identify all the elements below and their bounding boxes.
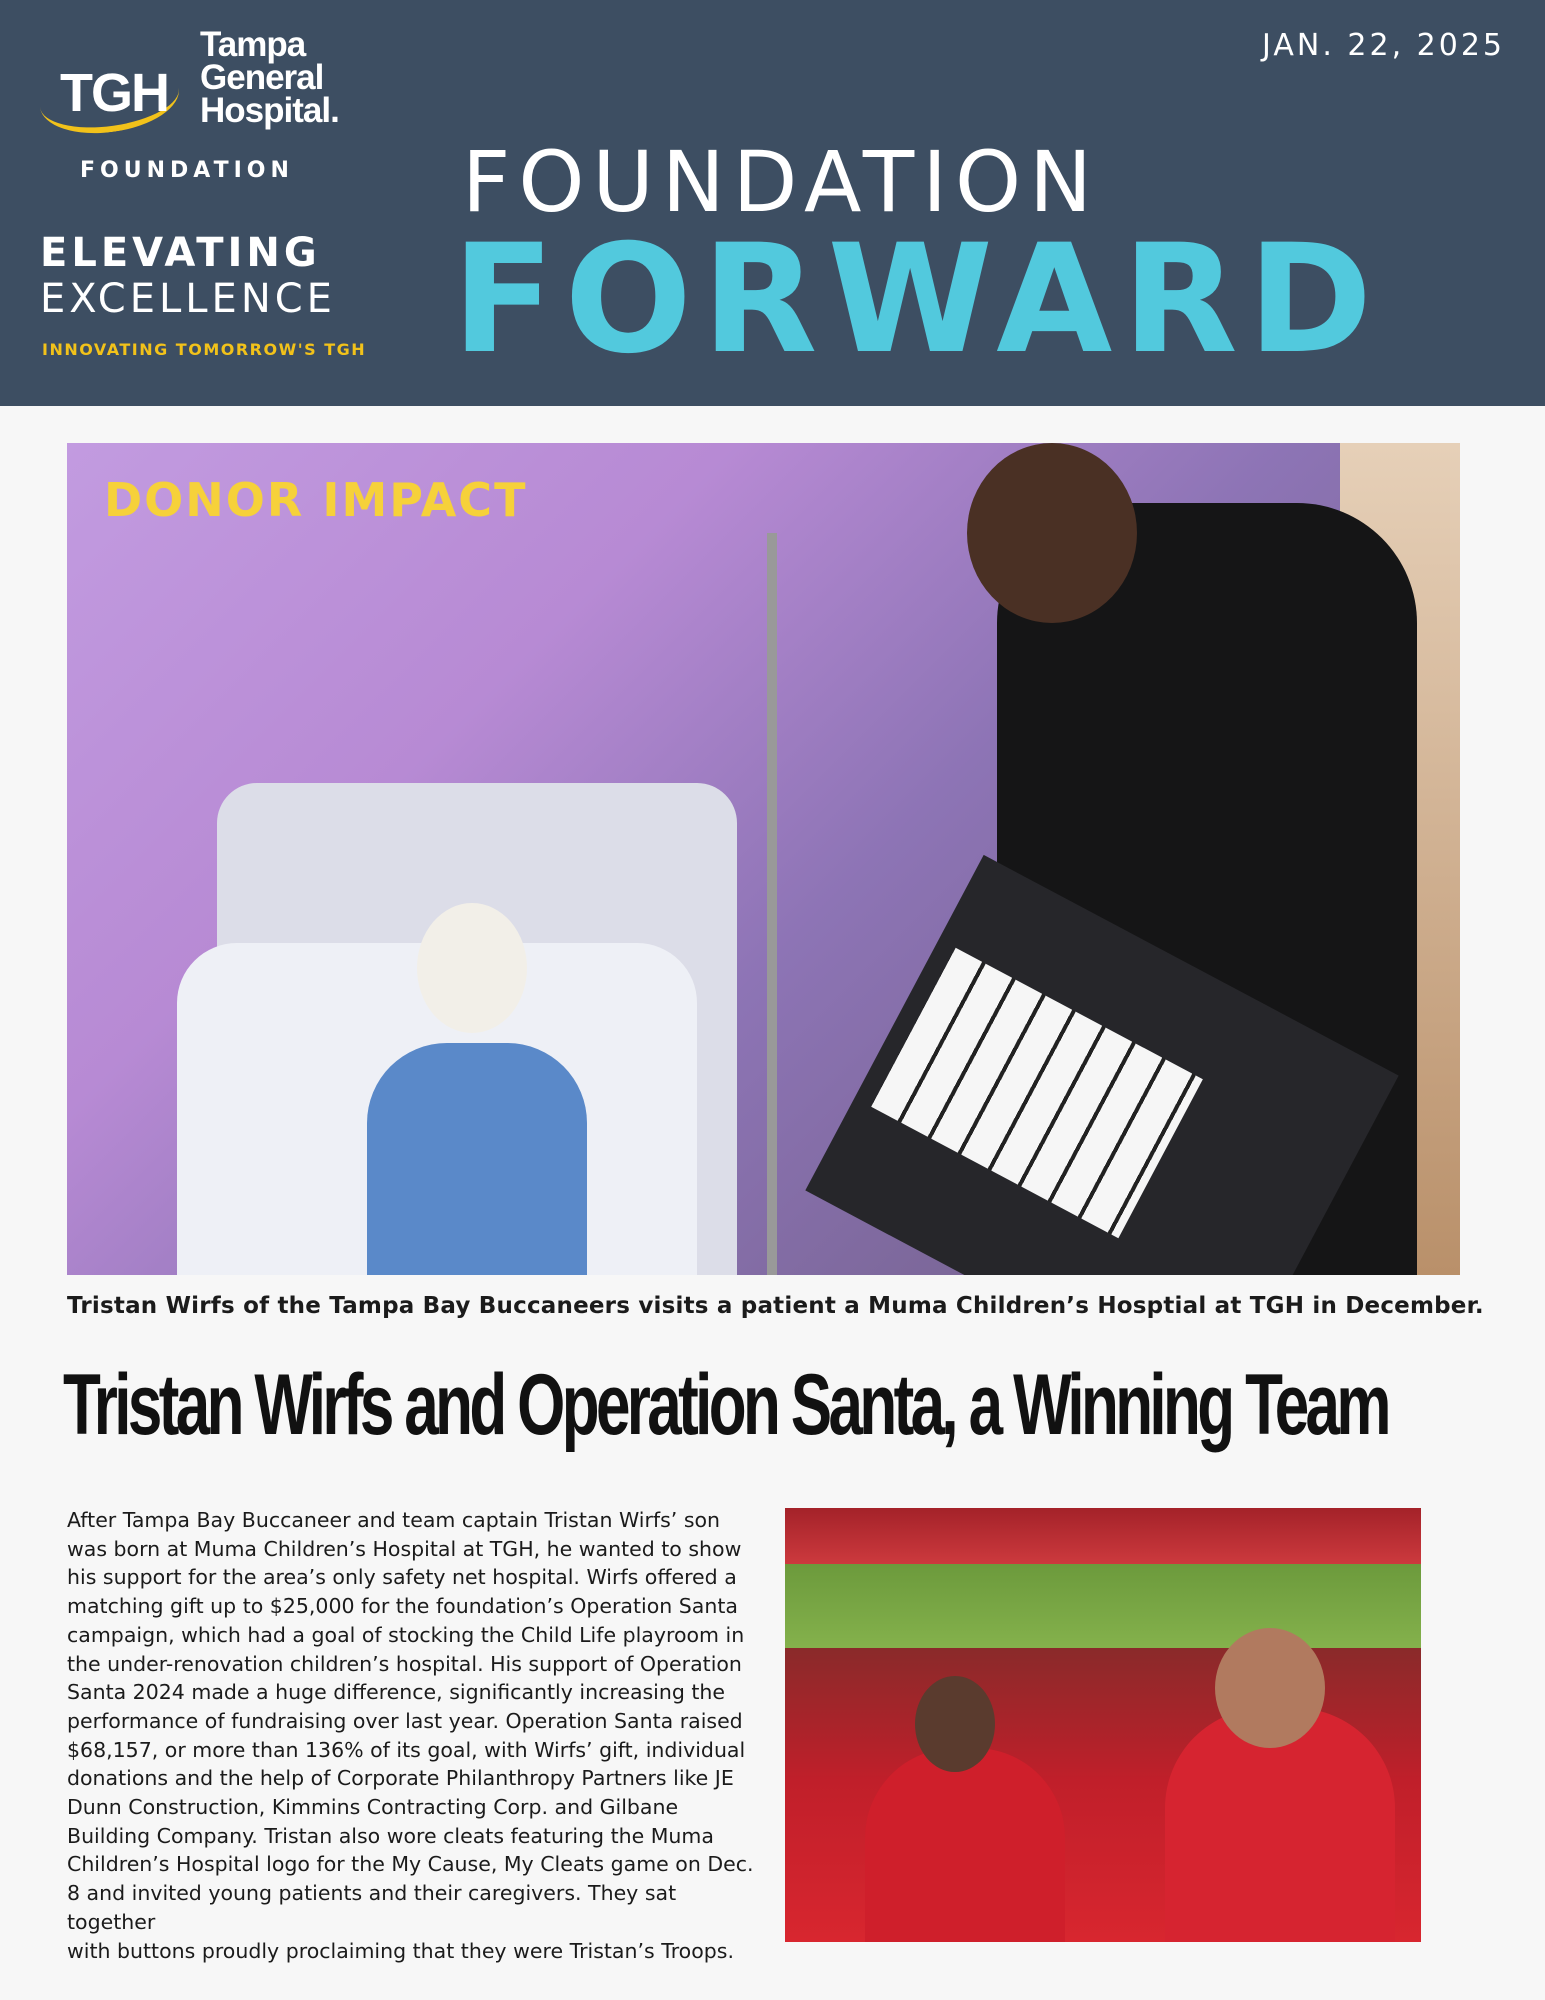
tgh-logo <box>40 25 370 138</box>
tgh-logo-mark <box>40 44 190 124</box>
photo-caption: Tristan Wirfs of the Tampa Bay Buccaneers visits a patient a Muma Children’s Hosptial at TGH in December. <box>67 1293 1484 1319</box>
stadium-photo <box>785 1508 1421 1942</box>
football-field <box>785 1564 1421 1654</box>
child-fan <box>865 1748 1065 1942</box>
body-line: Children’s Hospital logo for the My Cause, My Cleats game on Dec. <box>67 1852 754 1877</box>
adult-fan-head <box>1215 1628 1325 1748</box>
body-line: donations and the help of Corporate Philanthropy Partners like JE <box>67 1766 734 1791</box>
issue-date: JAN. 22, 2025 <box>1262 28 1505 63</box>
body-line: with buttons proudly proclaiming that they were Tristan’s Troops. <box>67 1938 734 1963</box>
body-line: 8 and invited young patients and their caregivers. They sat together <box>67 1881 677 1934</box>
body-line: campaign, which had a goal of stocking the Child Life playroom in <box>67 1622 745 1647</box>
newsletter-title-line-2: FORWARD <box>452 213 1383 387</box>
logo-mark-text: TGH <box>60 63 168 123</box>
logo-name-line: Hospital. <box>200 91 339 130</box>
stadium-stands <box>785 1508 1421 1568</box>
campaign-line-2: EXCELLENCE <box>40 276 336 322</box>
body-line: was born at Muma Children’s Hospital at TGH, he wanted to show <box>67 1536 742 1561</box>
body-line: After Tampa Bay Buccaneer and team captain Tristan Wirfs’ son <box>67 1508 721 1532</box>
newsletter-title-line-1: FOUNDATION <box>462 133 1100 231</box>
patient-figure <box>367 1043 587 1275</box>
logo-hospital-name <box>200 25 339 130</box>
child-fan-head <box>915 1676 995 1772</box>
campaign-tagline: INNOVATING TOMORROW'S TGH <box>42 340 367 359</box>
body-line: Dunn Construction, Kimmins Contracting Corp. and Gilbane <box>67 1795 679 1820</box>
body-line: his support for the area’s only safety net hospital. Wirfs offered a <box>67 1565 737 1590</box>
logo-name-line: General <box>200 58 324 97</box>
header-banner <box>0 0 1545 406</box>
body-line: matching gift up to $25,000 for the foundation’s Operation Santa <box>67 1594 738 1619</box>
iv-pole <box>767 533 777 1275</box>
article-body <box>67 1506 767 1965</box>
body-line: $68,157, or more than 136% of its goal, with Wirfs’ gift, individual <box>67 1737 746 1762</box>
section-label: DONOR IMPACT <box>104 473 528 527</box>
logo-name-line: Tampa <box>200 25 306 64</box>
patient-head <box>417 903 527 1033</box>
article-headline: Tristan Wirfs and Operation Santa, a Winning Team <box>63 1357 1388 1453</box>
hero-photo <box>67 443 1460 1275</box>
body-line: Santa 2024 made a huge difference, significantly increasing the <box>67 1680 726 1705</box>
body-line: Building Company. Tristan also wore cleats featuring the Muma <box>67 1823 714 1848</box>
visitor-head <box>967 443 1137 623</box>
campaign-line-1: ELEVATING <box>40 230 321 276</box>
foundation-label: FOUNDATION <box>80 158 294 183</box>
body-line: the under-renovation children’s hospital. His support of Operation <box>67 1651 742 1676</box>
body-line: performance of fundraising over last year. Operation Santa raised <box>67 1708 743 1733</box>
